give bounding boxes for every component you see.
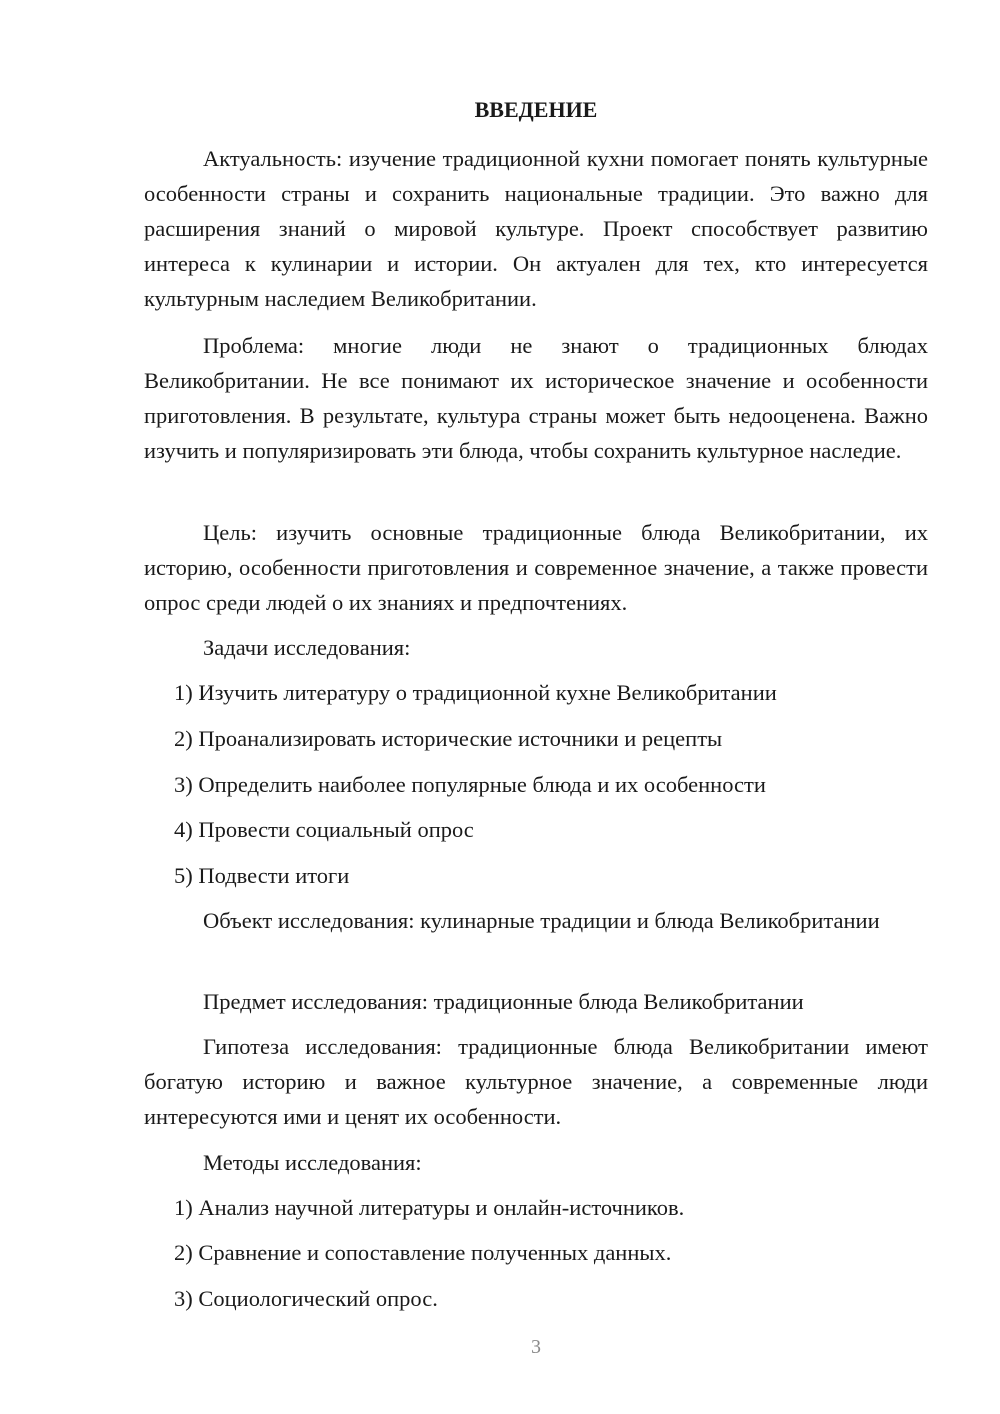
task-item-3: 3) Определить наиболее популярные блюда и их особенности xyxy=(174,772,766,797)
method-item-2: 2) Сравнение и сопоставление полученных данных. xyxy=(174,1240,672,1265)
page-title: ВВЕДЕНИЕ xyxy=(474,97,598,122)
relevance-paragraph xyxy=(144,141,928,316)
task-item-2: 2) Проанализировать исторические источники и рецепты xyxy=(174,726,723,751)
relevance-text: Актуальность: изучение традиционной кухни помогает понять культурные особенности страны и сохранить национальные традиции. Это важно для расширения знаний о мировой культуре. Проект способствует развитию интереса к кулинарии и истории. Он актуален для тех, кто интересуется культурным наследием Великобритании. xyxy=(144,146,928,311)
task-item-1: 1) Изучить литературу о традиционной кухне Великобритании xyxy=(174,680,777,705)
methods-label: Методы исследования: xyxy=(203,1150,422,1175)
tasks-label: Задачи исследования: xyxy=(203,635,411,660)
task-item-4: 4) Провести социальный опрос xyxy=(174,817,474,842)
hypothesis-text: Гипотеза исследования: традиционные блюда Великобритании имеют богатую историю и важное культурное значение, а современные люди интересуются ими и ценят их особенности. xyxy=(144,1034,928,1129)
object-paragraph xyxy=(144,903,928,938)
page-number: 3 xyxy=(531,1336,541,1358)
problem-paragraph xyxy=(144,328,928,468)
goal-paragraph xyxy=(144,515,928,620)
method-item-1: 1) Анализ научной литературы и онлайн-источников. xyxy=(174,1195,685,1220)
goal-text: Цель: изучить основные традиционные блюда Великобритании, их историю, особенности приготовления и современное значение, а также провести опрос среди людей о их знаниях и предпочтениях. xyxy=(144,520,928,615)
task-item-5: 5) Подвести итоги xyxy=(174,863,350,888)
hypothesis-paragraph xyxy=(144,1029,928,1134)
subject-text: Предмет исследования: традиционные блюда Великобритании xyxy=(203,989,804,1014)
problem-text: Проблема: многие люди не знают о традиционных блюдах Великобритании. Не все понимают их историческое значение и особенности приготовления. В результате, культура страны может быть недооценена. Важно изучить и популяризировать эти блюда, чтобы сохранить культурное наследие. xyxy=(144,333,928,463)
method-item-3: 3) Социологический опрос. xyxy=(174,1286,438,1311)
object-text: Объект исследования: кулинарные традиции и блюда Великобритании xyxy=(203,908,880,933)
